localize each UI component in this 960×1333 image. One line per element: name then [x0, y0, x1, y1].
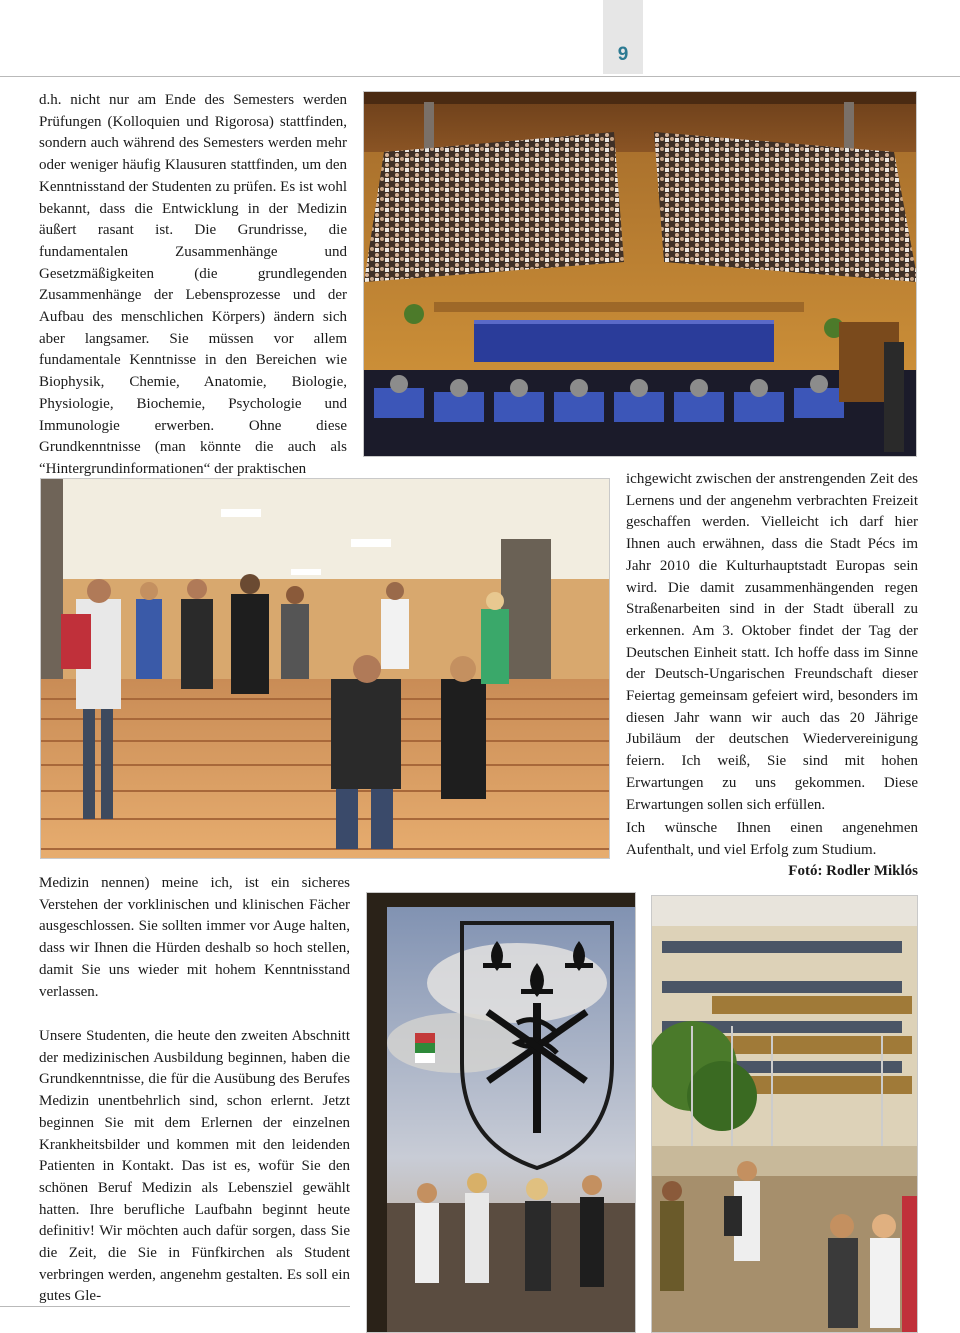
left-column-text-bottom: Unsere Studenten, die heute den zweiten Abschnitt der medizinischen Ausbildung beginnen, haben die Grundkenntnisse, die für die Ausübung des Berufes Medizin unentbehrlich sind, schon erlernt. Jetzt beginnen Sie mit dem Erlernen der einzelnen Krankheitsbilder und kommen mit den leidenden Patienten in Kontakt. Das ist es, wofür Sie den schönen Beruf Medizin als Lebensziel gewählt hatten. Ihre berufliche Laufbahn beginnt heute definitiv! Wir möchten auch dafür sorgen, dass Sie die Zeit, die Sie in Fünfkirchen als Student verbringen werden, angenehm gestalten. Es soll ein gutes Gle- [39, 1028, 350, 1305]
university-emblem-window-photo [366, 892, 636, 1333]
footer-rule [0, 1306, 350, 1307]
students-on-stairs-photo [40, 478, 610, 859]
header-rule [0, 76, 960, 77]
right-column-closing: Ich wünsche Ihnen einen angenehmen Aufenthalt, und viel Erfolg zum Studium. [626, 820, 918, 858]
right-column-text: ichgewicht zwischen der anstrengenden Zeit des Lernens und der angenehm verbrachten Freizeit geschaffen werden. Vielleicht ich darf hier Ihnen auch erwähnen, dass die Stadt Pécs im Jahr 2010 die Kulturhauptstadt Europas sein wird. Die damit zusammenhängenden regen Straßenarbeiten sind in der Stadt überall zu erkennen. Am 3. Oktober findet der Tag der Deutschen Einheit statt. Ich hoffe dass im Sinne der Deutsch-Ungarischen Freundschaft dieser Feiertag gemeinsam gefeiert wird, besonders im diesen Jahr wann wir auch das 20 Jährige Jubiläum der deutschen Wiedervereinigung feiern. Ich weiß, Sie sind mit hohen Erwartungen zu uns gekommen. Diese Erwartungen sollen sich erfüllen. [626, 471, 918, 813]
university-building-photo [651, 895, 918, 1333]
left-column-text-middle: Medizin nennen) meine ich, ist ein sicheres Verstehen der vorklinischen und klinischen Fächer ausgeschlossen. Sie sollten immer vor Auge halten, dass wir Ihnen die Hürden deshalb so hoch stellen, damit Sie uns wieder mit hohem Kenntnisstand verlassen. [39, 875, 350, 1000]
photo-credit: Fotó: Rodler Miklós [788, 863, 918, 879]
page-number: 9 [617, 44, 629, 65]
auditorium-ceremony-photo [363, 91, 917, 457]
left-column-text-top: d.h. nicht nur am Ende des Semesters werden Prüfungen (Kolloquien und Rigorosa) stattfinden, sondern auch während des Semesters werden mehr oder weniger häufig Klausuren stattfinden, um den Kenntnisstand der Studenten zu prüfen. Es ist wohl bekannt, dass die Entwicklung in der Medizin äußert rasant ist. Die Grundrisse, die fundamentalen Zusammenhänge und Gesetzmäßigkeiten (die grundlegenden Zusammenhänge der Lebensprozesse und der Aufbau des menschlichen Körpers) ändern sich aber langsamer. Sie müssen vor allem fundamentale Kenntnisse in den Bereichen wie Biophysik, Chemie, Anatomie, Biologie, Physiologie, Biochemie, Psychologie und Immunologie erwerben. Ohne diese Grundkenntnisse (man könnte die auch als “Hintergrundinformationen“ der praktischen [39, 92, 347, 477]
